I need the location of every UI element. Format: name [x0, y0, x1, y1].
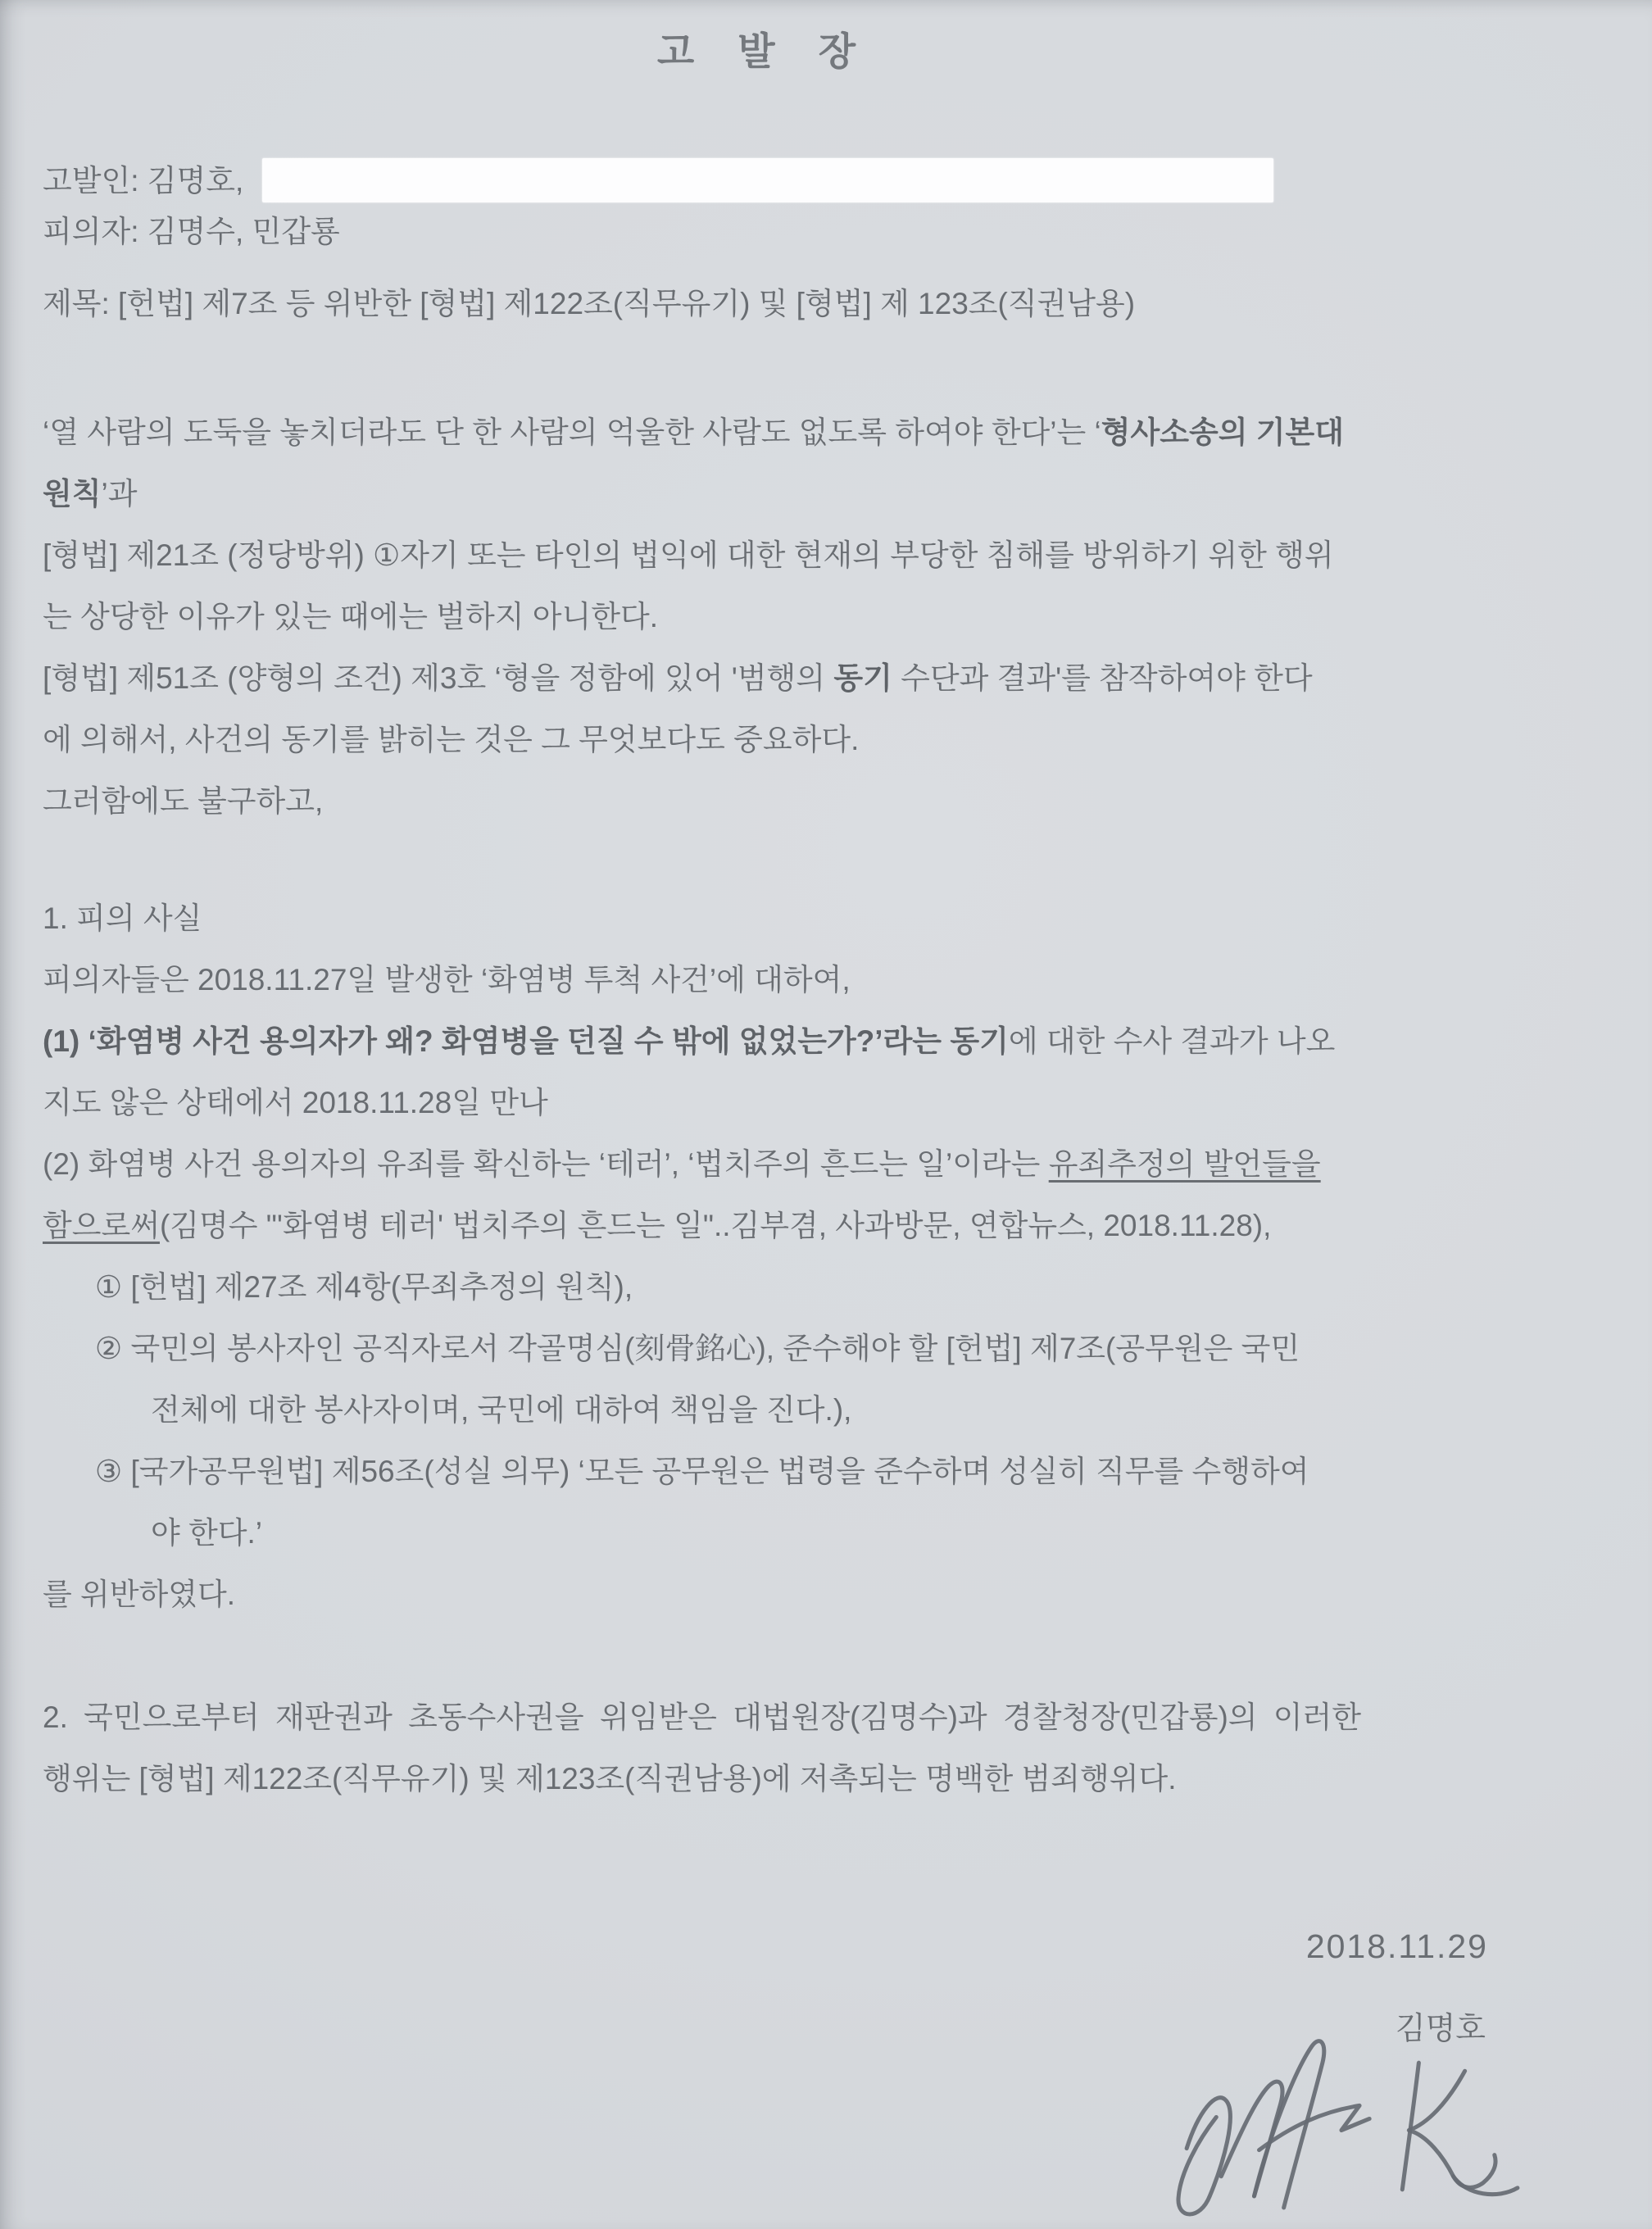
text-line [43, 1072, 1619, 1133]
list-item-3-continued [43, 1502, 1619, 1564]
suspects-text: 피의자: 김명수, 민갑룡 [43, 215, 340, 248]
text-run: ③ [국가공무원법] 제56조(성실 의무) ‘모든 공무원은 법령을 준수하며 성실히 직무를 수행하여 [95, 1455, 1309, 1488]
subject-text: 제목: [헌법] 제7조 등 위반한 [형법] 제122조(직무유기) 및 [형법] 제 123조(직권남용) [43, 287, 1136, 320]
text-run: 동기 [833, 661, 892, 695]
text-run: 전체에 대한 봉사자이며, 국민에 대하여 책임을 진다.), [151, 1393, 852, 1427]
text-run: 함으로써 [43, 1209, 160, 1242]
text-line [43, 1195, 1619, 1256]
complainant-text: 고발인: 김명호, [43, 164, 244, 197]
text-run: 그러함에도 불구하고, [43, 784, 324, 818]
text-run: ’과 [101, 477, 138, 511]
text-line [43, 1133, 1619, 1195]
list-item-2-continued [43, 1379, 1619, 1441]
signer-name: 김명호 [1395, 2012, 1486, 2046]
text-run: 에 의해서, 사건의 동기를 밝히는 것은 그 무엇보다도 중요하다. [43, 723, 860, 756]
text-run: 수단과 결과'를 참작하여야 한다 [892, 661, 1313, 695]
section-1-heading [43, 888, 1619, 949]
section-2-conclusion [43, 1687, 1619, 1809]
text-run: 2. 국민으로부터 재판권과 초동수사권을 위임받은 대법원장(김명수)과 경찰청장(민갑룡)의 이러한 [43, 1700, 1362, 1734]
text-line [43, 949, 1619, 1010]
text-line [43, 463, 1619, 524]
text-line [43, 1564, 1619, 1625]
suspects-line [43, 207, 1135, 257]
text-run: (2) 화염병 사건 용의자의 유죄를 확신하는 ‘테러’, ‘법치주의 흔드는 일’이라는 [43, 1147, 1049, 1181]
text-run: ‘열 사람의 도둑을 놓치더라도 단 한 사람의 억울한 사람도 없도록 하여야 한다’는 ‘ [43, 415, 1101, 449]
text-run: 는 상당한 이유가 있는 때에는 벌하지 아니한다. [43, 600, 659, 633]
text-run: [형법] 제21조 (정당방위) ①자기 또는 타인의 법익에 대한 현재의 부당한 침해를 방위하기 위한 행위 [43, 538, 1334, 572]
text-line [43, 1010, 1619, 1072]
section-1-facts [43, 888, 1619, 1625]
complainant-line [43, 156, 1135, 207]
text-run: 야 한다.’ [151, 1516, 263, 1550]
text-run: (1) ‘화염병 사건 용의자가 왜? 화염병을 던질 수 밖에 없었는가?’라는 동기 [43, 1024, 1009, 1058]
text-run: 를 위반하였다. [43, 1578, 236, 1611]
text-run: 에 대한 수사 결과가 나오 [1008, 1024, 1336, 1058]
text-line [43, 709, 1619, 770]
text-run: 형사소송의 기본대 [1101, 415, 1344, 449]
page-title: 고 발 장 [656, 30, 873, 73]
text-line [43, 647, 1619, 709]
text-line [43, 402, 1619, 463]
handwritten-signature [1162, 2026, 1532, 2221]
text-line [43, 770, 1619, 832]
text-run: 1. 피의 사실 [43, 901, 202, 935]
text-run: 원칙 [43, 477, 102, 511]
text-line [43, 1687, 1619, 1748]
text-run: (김명수 "'화염병 테러' 법치주의 흔드는 일"..김부겸, 사과방문, 연합뉴스, 2018.11.28), [159, 1209, 1272, 1242]
text-run: ② 국민의 봉사자인 공직자로서 각골명심(刻骨銘心), 준수해야 할 [헌법] 제7조(공무원은 국민 [95, 1332, 1300, 1365]
text-run: 유죄추정의 발언들을 [1048, 1147, 1321, 1181]
signature-icon [1162, 2026, 1532, 2221]
document-header [43, 156, 1135, 329]
intro-paragraph [43, 402, 1619, 832]
redaction-box [262, 158, 1273, 202]
text-run: 지도 않은 상태에서 2018.11.28일 만나 [43, 1086, 548, 1119]
text-run: 행위는 [형법] 제122조(직무유기) 및 제123조(직권남용)에 저촉되는 명백한 범죄행위다. [43, 1762, 1177, 1795]
text-line [43, 1748, 1619, 1809]
list-item-3 [43, 1441, 1619, 1502]
subject-line [43, 279, 1135, 329]
list-item-1 [43, 1256, 1619, 1318]
text-line [43, 586, 1619, 647]
text-run: [형법] 제51조 (양형의 조건) 제3호 ‘형을 정함에 있어 '범행의 [43, 661, 834, 695]
text-line [43, 524, 1619, 586]
text-run: ① [헌법] 제27조 제4항(무죄추정의 원칙), [95, 1270, 633, 1304]
date-text: 2018.11.29 [1305, 1927, 1488, 1965]
list-item-2 [43, 1318, 1619, 1379]
text-run: 피의자들은 2018.11.27일 발생한 ‘화염병 투척 사건’에 대하여, [43, 963, 851, 996]
